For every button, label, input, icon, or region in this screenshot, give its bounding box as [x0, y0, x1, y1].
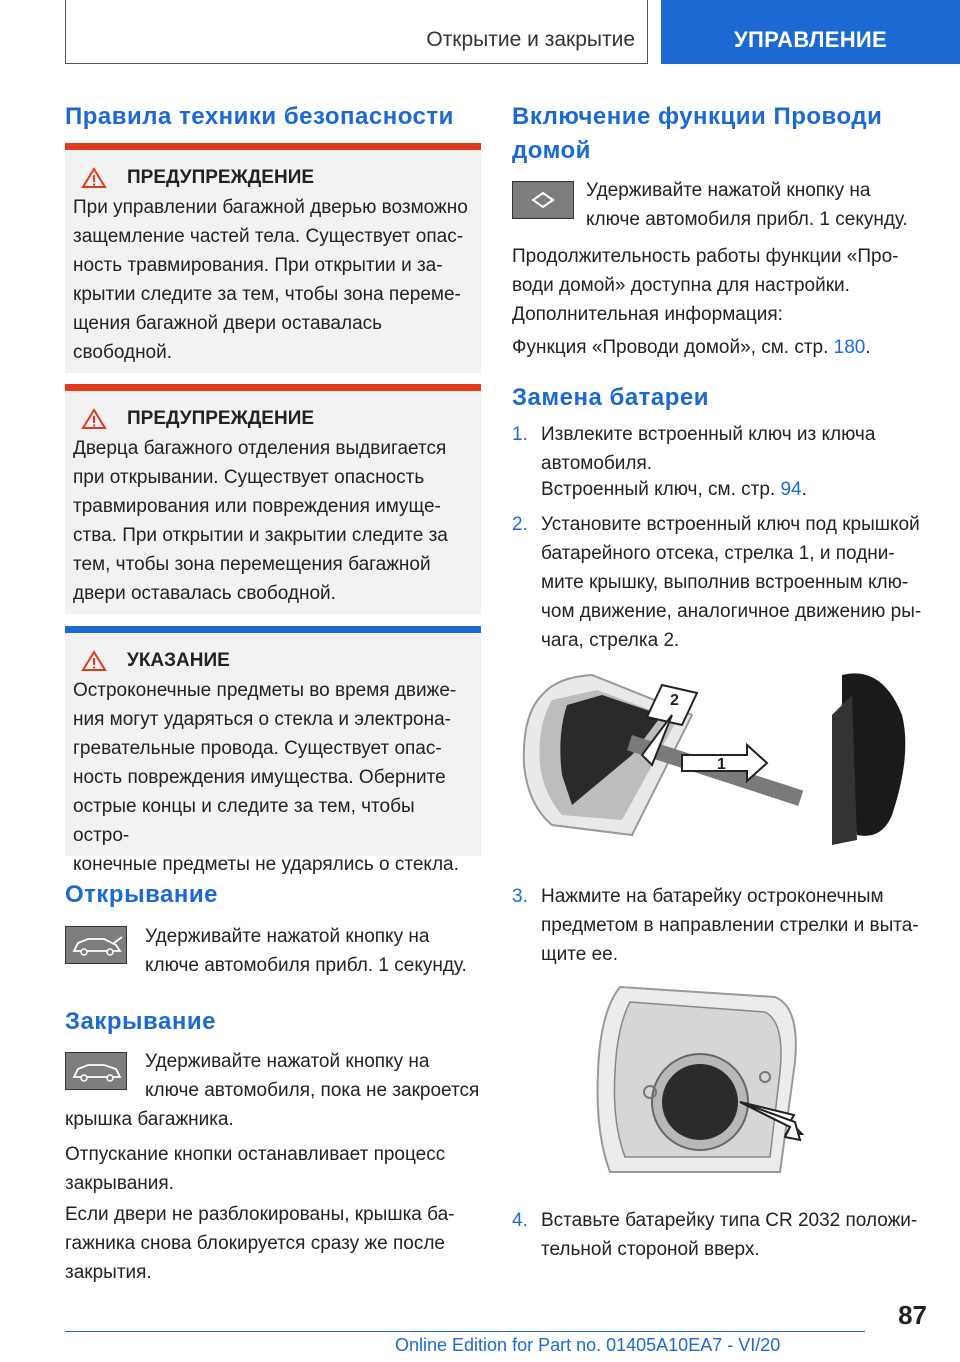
footer-divider — [65, 1331, 865, 1332]
key-lever-illustration — [512, 655, 922, 855]
text-line: Вставьте батарейку типа CR 2032 положи- — [541, 1210, 918, 1231]
heading-line: Включение функции Проводи — [512, 103, 883, 130]
text-line: Если двери не разблокированы, крышка ба- — [65, 1204, 455, 1225]
text-line: води домой» доступна для настройки. — [512, 275, 850, 296]
follow-me-home-heading — [512, 100, 882, 168]
safety-heading: Правила техники безопасности — [65, 103, 454, 130]
text-line: травмирования или повреждения имуще- — [73, 496, 441, 517]
page-number: 87 — [898, 1300, 927, 1330]
page-link-180[interactable]: 180 — [833, 337, 866, 358]
text-line: Отпускание кнопки останавливает процесс — [65, 1144, 446, 1165]
notice-box — [65, 626, 481, 875]
reference-end: . — [865, 337, 871, 358]
text-line: при открывании. Существует опасность — [73, 467, 425, 488]
text-line: Установите встроенный ключ под крышкой — [541, 514, 920, 535]
header-chapter-label: УПРАВЛЕНИЕ — [734, 27, 887, 52]
warning-triangle-icon — [81, 408, 107, 430]
text-line: конечные предметы не ударялись о стекла. — [73, 854, 459, 875]
text-line: острые концы и следите за тем, чтобы остро- — [73, 796, 415, 846]
text-line: закрывания. — [65, 1173, 174, 1194]
text-line: Удерживайте нажатой кнопку на — [145, 1051, 430, 1072]
text-line: предметом в направлении стрелки и выта- — [541, 915, 919, 936]
text-line: Продолжительность работы функции «Про- — [512, 246, 899, 267]
step-2-text — [541, 510, 921, 655]
reference-text: Встроенный ключ, см. стр. — [541, 479, 776, 500]
page-link-94[interactable]: 94 — [780, 479, 802, 500]
text-line: мите крышку, выполнив встроенным клю- — [541, 572, 909, 593]
text-line: крышка багажника. — [65, 1109, 234, 1130]
text-line: гажника снова блокируется сразу же после — [65, 1233, 445, 1254]
text-line: ключе автомобиля прибл. 1 секунду. — [145, 955, 467, 976]
release-paragraph — [65, 1140, 445, 1198]
more-info-label: Дополнительная информация: — [512, 304, 783, 325]
warning-bar — [65, 384, 481, 391]
headlight-button-icon — [512, 181, 574, 219]
text-line: ства. При открытии и закрытии следите за — [73, 525, 448, 546]
step-1-reference — [541, 475, 807, 504]
reference-end: . — [801, 479, 807, 500]
closing-text — [145, 1047, 479, 1105]
text-line: чага, стрелка 2. — [541, 630, 680, 651]
opening-heading: Открывание — [65, 881, 218, 908]
text-line: Дверца багажного отделения выдвигается — [73, 438, 447, 459]
warning-box-1 — [65, 143, 481, 373]
text-line: Извлеките встроенный ключ из ключа — [541, 424, 876, 445]
car-open-trunk-icon — [65, 926, 127, 964]
text-line: тем, чтобы зона перемещения багажной — [73, 554, 431, 575]
text-line: крытии следите за тем, чтобы зона переме- — [73, 284, 461, 305]
battery-compartment-illustration — [590, 982, 820, 1182]
text-line: Остроконечные предметы во время движе- — [73, 680, 457, 701]
notice-title-text: УКАЗАНИЕ — [127, 650, 230, 671]
arrow-label-2: 2 — [670, 692, 679, 709]
warning-title-text: ПРЕДУПРЕЖДЕНИЕ — [127, 408, 315, 429]
step-number: 3. — [512, 886, 528, 907]
text-line: При управлении багажной дверью возможно — [73, 197, 468, 218]
reference-line — [512, 333, 871, 362]
text-line: гревательные провода. Существует опас- — [73, 738, 442, 759]
header-section-title: Открытие и закрытие — [426, 28, 635, 51]
step-4-text — [541, 1206, 917, 1264]
text-line: ния могут ударяться о стекла и электрона- — [73, 709, 451, 730]
step-3-text — [541, 882, 919, 969]
closing-heading: Закрывание — [65, 1008, 216, 1035]
text-line: ключе автомобиля, пока не закроется — [145, 1080, 480, 1101]
step-number: 1. — [512, 424, 528, 445]
heading-line: домой — [512, 137, 591, 164]
warning-triangle-icon — [81, 650, 107, 672]
text-line: ность повреждения имущества. Оберните — [73, 767, 446, 788]
warning-text — [73, 434, 471, 608]
opening-text — [145, 922, 467, 980]
duration-paragraph — [512, 242, 898, 300]
car-close-trunk-icon — [65, 1052, 127, 1090]
warning-title-text: ПРЕДУПРЕЖДЕНИЕ — [127, 167, 315, 188]
text-line: чом движение, аналогичное движению ры- — [541, 601, 922, 622]
header-section-box — [65, 0, 648, 64]
text-line: автомобиля. — [541, 453, 653, 474]
step-number: 2. — [512, 514, 528, 535]
relock-paragraph — [65, 1200, 455, 1287]
text-line: двери оставалась свободной. — [73, 583, 336, 604]
footer-edition: Online Edition for Part no. 01405A10EA7 - VI/20 — [395, 1335, 781, 1355]
warning-bar — [65, 143, 481, 150]
text-line: защемление частей тела. Существует опас- — [73, 226, 464, 247]
step-1-text — [541, 420, 875, 478]
closing-text-cont — [65, 1105, 234, 1134]
text-line: ключе автомобиля прибл. 1 секунду. — [586, 209, 908, 230]
text-line: закрытия. — [65, 1262, 152, 1283]
notice-title — [73, 650, 471, 672]
notice-bar — [65, 626, 481, 633]
warning-box-2 — [65, 384, 481, 614]
text-line: ность травмирования. При открытии и за- — [73, 255, 443, 276]
warning-text — [73, 193, 471, 367]
notice-text — [73, 676, 471, 879]
text-line: Нажмите на батарейку остроконечным — [541, 886, 884, 907]
header-chapter-tab — [661, 0, 960, 64]
text-line: батарейного отсека, стрелка 1, и подни- — [541, 543, 895, 564]
warning-title — [73, 408, 471, 430]
warning-title — [73, 167, 471, 189]
step-number: 4. — [512, 1210, 528, 1231]
warning-triangle-icon — [81, 167, 107, 189]
text-line: тельной стороной вверх. — [541, 1239, 760, 1260]
text-line: свободной. — [73, 342, 173, 363]
arrow-label-1: 1 — [717, 756, 726, 773]
text-line: щите ее. — [541, 944, 618, 965]
reference-text: Функция «Проводи домой», см. стр. — [512, 337, 829, 358]
text-line: щения багажной двери оставалась — [73, 313, 383, 334]
text-line: Удерживайте нажатой кнопку на — [586, 180, 871, 201]
text-line: Удерживайте нажатой кнопку на — [145, 926, 430, 947]
battery-heading: Замена батареи — [512, 384, 710, 411]
follow-me-home-text — [586, 176, 908, 234]
